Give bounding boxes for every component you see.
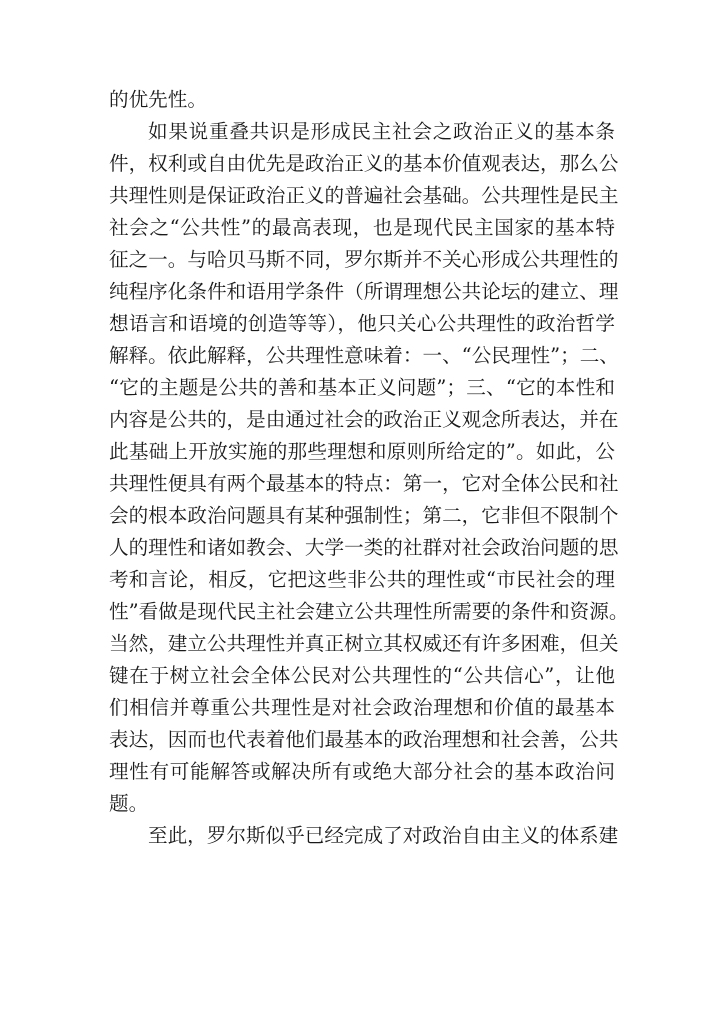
- text-line: 键在于树立社会全体公民对公共理性的“公共信心”，让他: [109, 664, 615, 687]
- text-line: 共理性则是保证政治正义的普遍社会基础。公共理性是民主: [109, 184, 619, 207]
- text-line: 内容是公共的，是由通过社会的政治正义观念所表达，并在: [109, 408, 619, 431]
- text-line: “它的主题是公共的善和基本正义问题”；三、“它的本性和: [109, 376, 615, 399]
- text-line: 征之一。与哈贝马斯不同，罗尔斯并不关心形成公共理性的: [109, 248, 619, 271]
- text-line: 性”看做是现代民主社会建立公共理性所需要的条件和资源。: [109, 600, 629, 623]
- text-line: 会的根本政治问题具有某种强制性；第二，它非但不限制个: [109, 504, 619, 527]
- text-line: 至此，罗尔斯似乎已经完成了对政治自由主义的体系建: [148, 824, 619, 847]
- text-line: 共理性便具有两个最基本的特点：第一，它对全体公民和社: [109, 472, 619, 495]
- text-line: 如果说重叠共识是形成民主社会之政治正义的基本条: [148, 120, 615, 143]
- text-line: 人的理性和诸如教会、大学一类的社群对社会政治问题的思: [109, 536, 619, 559]
- text-line: 此基础上开放实施的那些理想和原则所给定的”。如此，公: [109, 440, 615, 463]
- text-line: 的优先性。: [109, 88, 207, 111]
- text-line: 纯程序化条件和语用学条件（所谓理想公共论坛的建立、理: [109, 280, 619, 303]
- body-text: [109, 84, 629, 852]
- text-line: 题。: [109, 792, 149, 815]
- text-line: 们相信并尊重公共理性是对社会政治理想和价值的最基本: [109, 696, 615, 719]
- text-line: 件，权利或自由优先是政治正义的基本价值观表达，那么公: [109, 152, 619, 175]
- text-line: 理性有可能解答或解决所有或绝大部分社会的基本政治问: [109, 760, 615, 783]
- text-line: 表达，因而也代表着他们最基本的政治理想和社会善，公共: [109, 728, 619, 751]
- text-line: 当然，建立公共理性并真正树立其权威还有许多困难，但关: [109, 632, 619, 655]
- text-line: 社会之“公共性”的最高表现，也是现代民主国家的基本特: [109, 216, 615, 239]
- text-line: 考和言论，相反，它把这些非公共的理性或“市民社会的理: [109, 568, 615, 591]
- text-line: 想语言和语境的创造等等），他只关心公共理性的政治哲学: [109, 312, 615, 335]
- text-line: 解释。依此解释，公共理性意味着：一、“公民理性”；二、: [109, 344, 619, 367]
